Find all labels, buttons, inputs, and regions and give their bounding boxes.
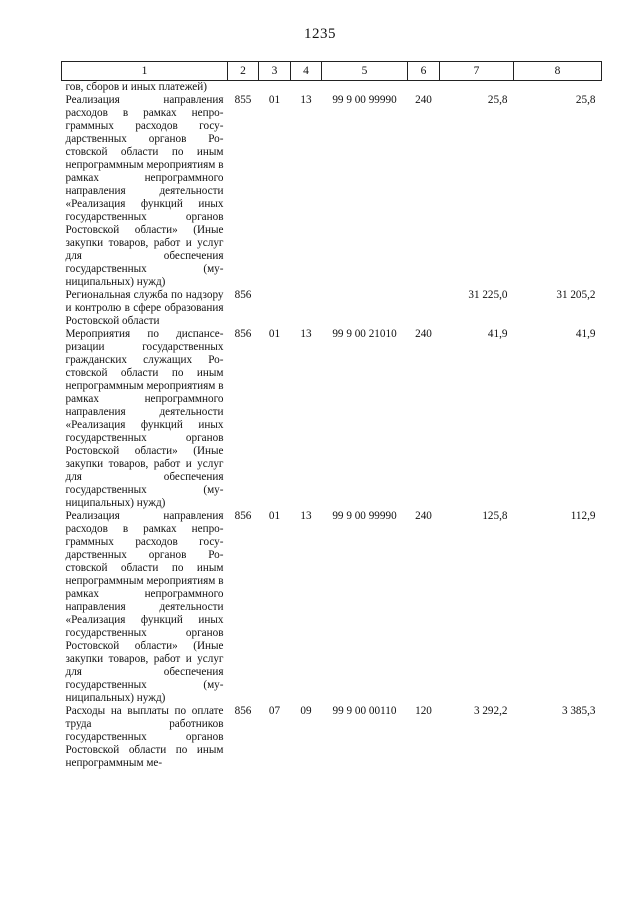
row-target-article: 99 9 00 00110 [332,705,397,717]
column-header-2: 2 [228,62,259,81]
row-amount-year-2: 41,9 [575,328,596,340]
row-subsection-code [291,289,322,328]
row-amount-year-1: 31 225,0 [468,289,508,301]
row-section-code [259,289,291,328]
table-row [62,94,602,289]
row-target-article [322,81,408,95]
row-amount-year-1: 125,8 [482,510,508,522]
table-row [62,510,602,705]
row-target-article [322,289,408,328]
row-amount-year-2: 112,9 [570,510,596,522]
column-number-header-row [62,62,602,81]
column-header-4: 4 [291,62,322,81]
row-ministry-code: 856 [234,289,252,301]
table-row [62,705,602,770]
table-row [62,289,602,328]
row-subsection-code [291,81,322,95]
table-row [62,328,602,510]
row-expense-type: 240 [415,94,432,106]
row-section-code: 07 [268,705,281,717]
row-target-article: 99 9 00 99990 [332,94,397,106]
row-ministry-code: 856 [234,705,252,717]
table-row [62,81,602,95]
row-ministry-code: 856 [234,328,252,340]
row-amount-year-2: 31 205,2 [556,289,596,301]
row-expense-type [408,289,440,328]
row-amount-year-1: 25,8 [487,94,508,106]
row-target-article: 99 9 00 21010 [332,328,397,340]
column-header-6: 6 [408,62,440,81]
row-description: гов, сборов и иных платежей) [65,81,207,93]
row-description: Расходы на выплаты по оплате труда работников государственных органов Ростовской области по иным непрограммным ме- [65,705,224,769]
row-amount-year-1: 41,9 [487,328,508,340]
row-target-article: 99 9 00 99990 [332,510,397,522]
row-section-code: 01 [268,94,281,106]
row-expense-type: 120 [415,705,432,717]
budget-table [61,61,602,770]
row-expense-type: 240 [415,328,432,340]
row-subsection-code: 13 [300,94,312,106]
row-description: Реализация направления расходов в рамках непрограммных расходов государственных органов Ростовской области по иным непрограммным мероприятиям в рамках непрограммного направления деятельности «Реализация функций иных государственных органов Ростовской области» (Иные закупки товаров, работ и услуг для обеспечения государственных (муниципальных) нужд) [65,510,224,704]
row-amount-year-2: 3 385,3 [561,705,596,717]
row-ministry-code: 856 [234,510,252,522]
row-expense-type: 240 [415,510,432,522]
row-ministry-code [228,81,259,95]
column-header-1: 1 [62,62,228,81]
column-header-5: 5 [322,62,408,81]
row-amount-year-2: 25,8 [575,94,596,106]
column-header-3: 3 [259,62,291,81]
row-section-code [259,81,291,95]
row-subsection-code: 13 [300,510,312,522]
row-amount-year-2 [514,81,602,95]
row-description: Мероприятия по диспансеризации государственных гражданских служащих Ростовской области по иным непрограммным мероприятиям в рамках непрограммного направления деятельности «Реализация функций иных государственных органов Ростовской области» (Иные закупки товаров, работ и услуг для обеспечения государственных (муниципальных) нужд) [65,328,224,509]
column-header-7: 7 [440,62,514,81]
row-amount-year-1: 3 292,2 [473,705,508,717]
row-description: Региональная служба по надзору и контролю в сфере образования Ростовской области [65,289,224,327]
row-subsection-code: 09 [300,705,312,717]
row-subsection-code: 13 [300,328,312,340]
column-header-8: 8 [514,62,602,81]
page-number: 1235 [304,26,336,42]
row-section-code: 01 [268,328,281,340]
row-ministry-code: 855 [234,94,252,106]
row-amount-year-1 [440,81,514,95]
row-expense-type [408,81,440,95]
row-section-code: 01 [268,510,281,522]
row-description: Реализация направления расходов в рамках непрограммных расходов государственных органов Ростовской области по иным непрограммным мероприятиям в рамках непрограммного направления деятельности «Реализация функций иных государственных органов Ростовской области» (Иные закупки товаров, работ и услуг для обеспечения государственных (муниципальных) нужд) [65,94,224,288]
